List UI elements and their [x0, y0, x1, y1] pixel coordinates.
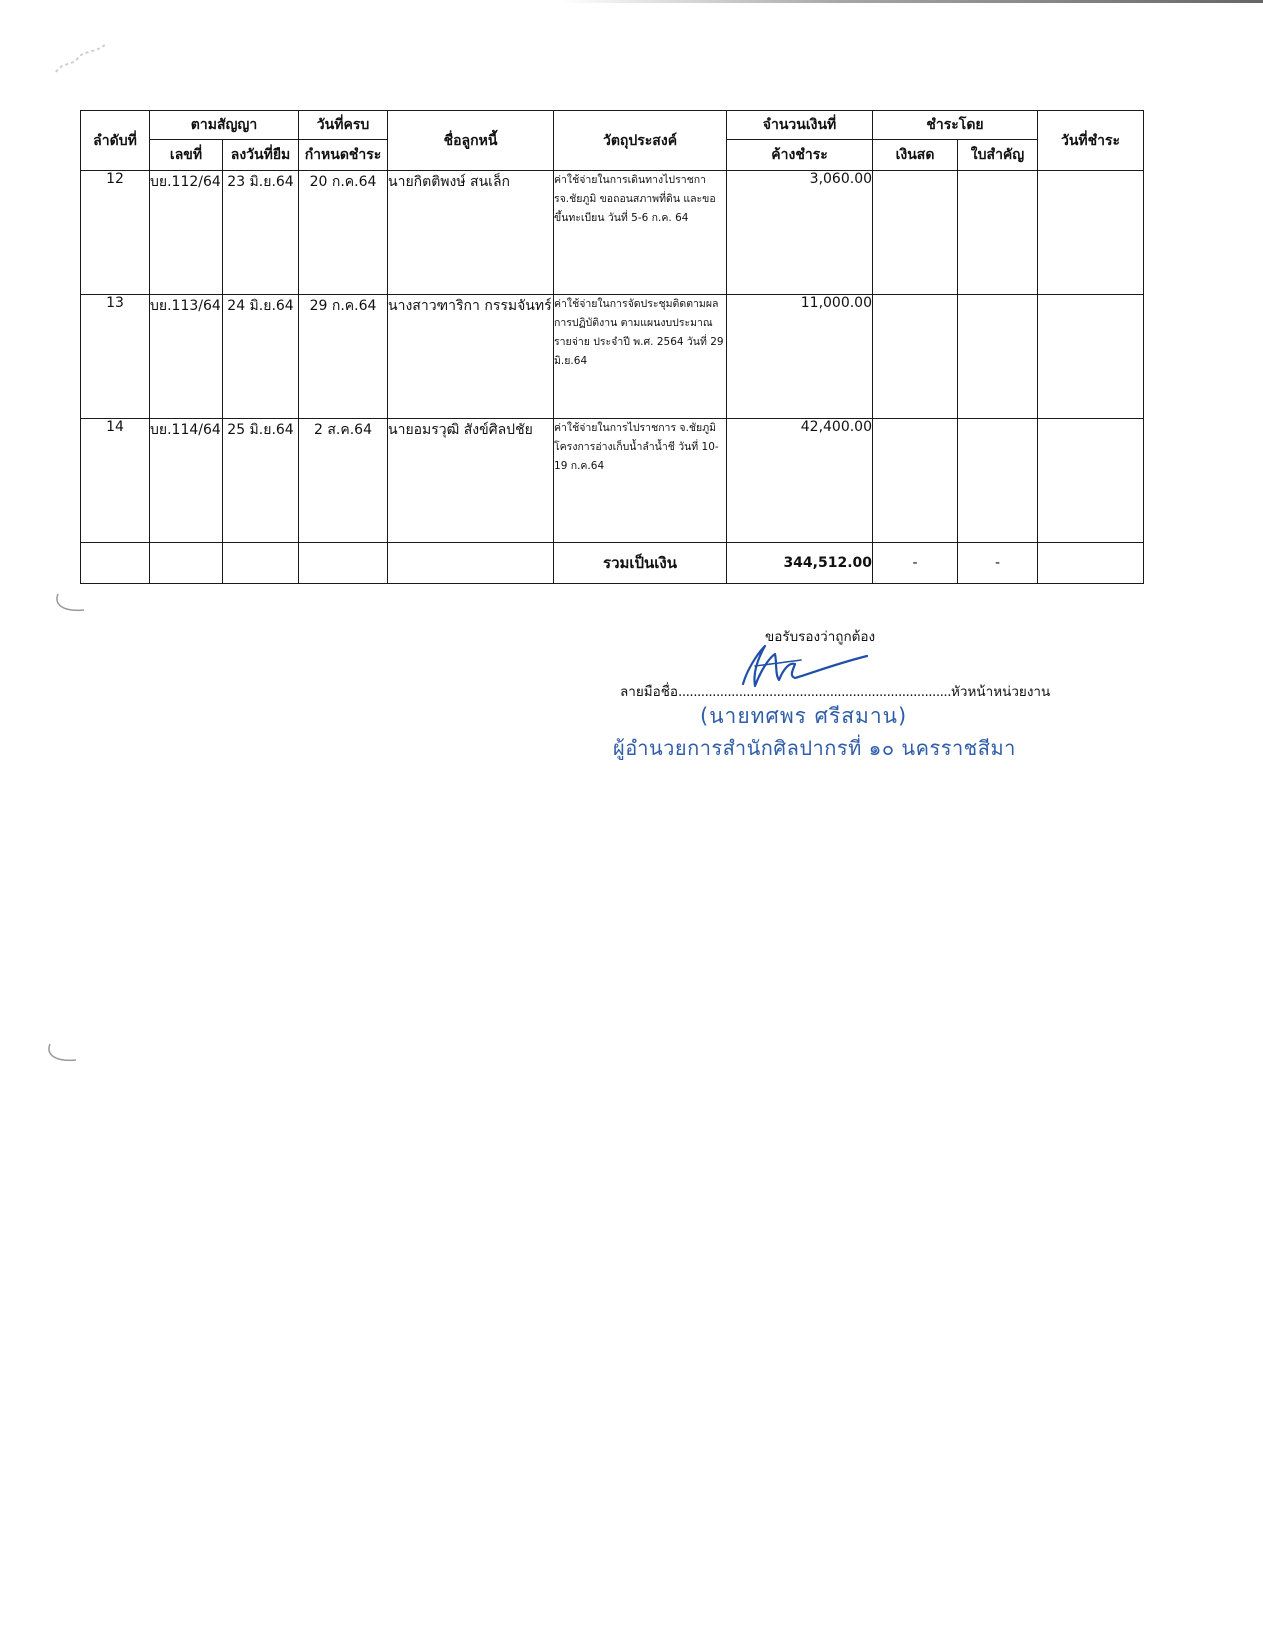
cell-cash — [873, 171, 958, 295]
header-contract: ตามสัญญา — [150, 111, 299, 140]
certification-text: ขอรับรองว่าถูกต้อง — [765, 629, 876, 645]
header-seq: ลำดับที่ — [81, 111, 150, 171]
cell-contract-no: บย.114/64 — [150, 419, 223, 543]
cell-seq: 13 — [81, 295, 150, 419]
header-debtor: ชื่อลูกหนี้ — [388, 111, 554, 171]
signature-line — [620, 680, 1050, 702]
cell-contract-no: บย.113/64 — [150, 295, 223, 419]
cell-purpose: ค่าใช้จ่ายในการจัดประชุมติดตามผลการปฏิบัติงาน ตามแผนงบประมาณรายจ่าย ประจำปี พ.ศ. 2564 วันที่ 29 มิ.ย.64 — [554, 295, 727, 419]
cell-contract-date: 25 มิ.ย.64 — [223, 419, 299, 543]
cell-amount: 11,000.00 — [727, 295, 873, 419]
cell-pay-date — [1038, 419, 1144, 543]
cell-pay-date — [1038, 171, 1144, 295]
cell-debtor: นางสาวฑาริกา กรรมจันทร์ — [388, 295, 554, 419]
header-contract-no: เลขที่ — [150, 140, 223, 171]
cell-due-date: 2 ส.ค.64 — [299, 419, 388, 543]
cell-due-date: 20 ก.ค.64 — [299, 171, 388, 295]
scan-smudge-mark — [48, 32, 118, 92]
header-receipt: ใบสำคัญ — [958, 140, 1038, 171]
header-pay-date: วันที่ชำระ — [1038, 111, 1144, 171]
debtor-table — [80, 110, 1144, 584]
cell-contract-date: 23 มิ.ย.64 — [223, 171, 299, 295]
cell-empty — [223, 543, 299, 584]
cell-receipt — [958, 171, 1038, 295]
cell-receipt — [958, 295, 1038, 419]
cell-debtor: นายอมรวุฒิ สังข์ศิลปชัย — [388, 419, 554, 543]
table-row — [81, 419, 1144, 543]
total-amount: 344,512.00 — [727, 543, 873, 584]
header-amount-bottom: ค้างชำระ — [727, 140, 873, 171]
stamp-name: (นายทศพร ศรีสมาน) — [700, 704, 908, 728]
cell-contract-no: บย.112/64 — [150, 171, 223, 295]
cell-empty — [299, 543, 388, 584]
header-cash: เงินสด — [873, 140, 958, 171]
sign-suffix: หัวหน้าหน่วยงาน — [951, 684, 1051, 700]
scan-edge-artifact — [560, 0, 1263, 3]
total-row — [81, 543, 1144, 584]
cell-purpose: ค่าใช้จ่ายในการเดินทางไปราชการจ.ชัยภูมิ ขอถอนสภาพที่ดิน และขอขึ้นทะเบียน วันที่ 5-6 ก.ค. 64 — [554, 171, 727, 295]
cell-amount: 42,400.00 — [727, 419, 873, 543]
stamp-title: ผู้อำนวยการสำนักศิลปากรที่ ๑๐ นครราชสีมา — [613, 736, 1016, 760]
hole-punch-mark — [44, 1040, 84, 1070]
total-receipt: - — [958, 543, 1038, 584]
cell-pay-date — [1038, 295, 1144, 419]
sign-prefix: ลายมือชื่อ — [620, 684, 679, 700]
table-row — [81, 171, 1144, 295]
cell-empty — [81, 543, 150, 584]
cell-receipt — [958, 419, 1038, 543]
header-paid-by: ชำระโดย — [873, 111, 1038, 140]
cell-cash — [873, 419, 958, 543]
sign-dots: ........................................................................ — [678, 684, 952, 700]
header-amount-top: จำนวนเงินที่ — [727, 111, 873, 140]
cell-empty — [1038, 543, 1144, 584]
table-row — [81, 295, 1144, 419]
header-due-bottom: กำหนดชำระ — [299, 140, 388, 171]
total-label: รวมเป็นเงิน — [554, 543, 727, 584]
total-cash: - — [873, 543, 958, 584]
cell-amount: 3,060.00 — [727, 171, 873, 295]
cell-empty — [150, 543, 223, 584]
header-contract-date: ลงวันที่ยืม — [223, 140, 299, 171]
header-purpose: วัตถุประสงค์ — [554, 111, 727, 171]
cell-purpose: ค่าใช้จ่ายในการไปราชการ จ.ชัยภูมิ โครงการอ่างเก็บน้ำลำน้ำชี วันที่ 10-19 ก.ค.64 — [554, 419, 727, 543]
cell-debtor: นายกิตติพงษ์ สนเล็ก — [388, 171, 554, 295]
hole-punch-mark — [52, 590, 92, 620]
cell-due-date: 29 ก.ค.64 — [299, 295, 388, 419]
cell-cash — [873, 295, 958, 419]
cell-contract-date: 24 มิ.ย.64 — [223, 295, 299, 419]
cell-seq: 14 — [81, 419, 150, 543]
header-due-top: วันที่ครบ — [299, 111, 388, 140]
cell-empty — [388, 543, 554, 584]
cell-seq: 12 — [81, 171, 150, 295]
